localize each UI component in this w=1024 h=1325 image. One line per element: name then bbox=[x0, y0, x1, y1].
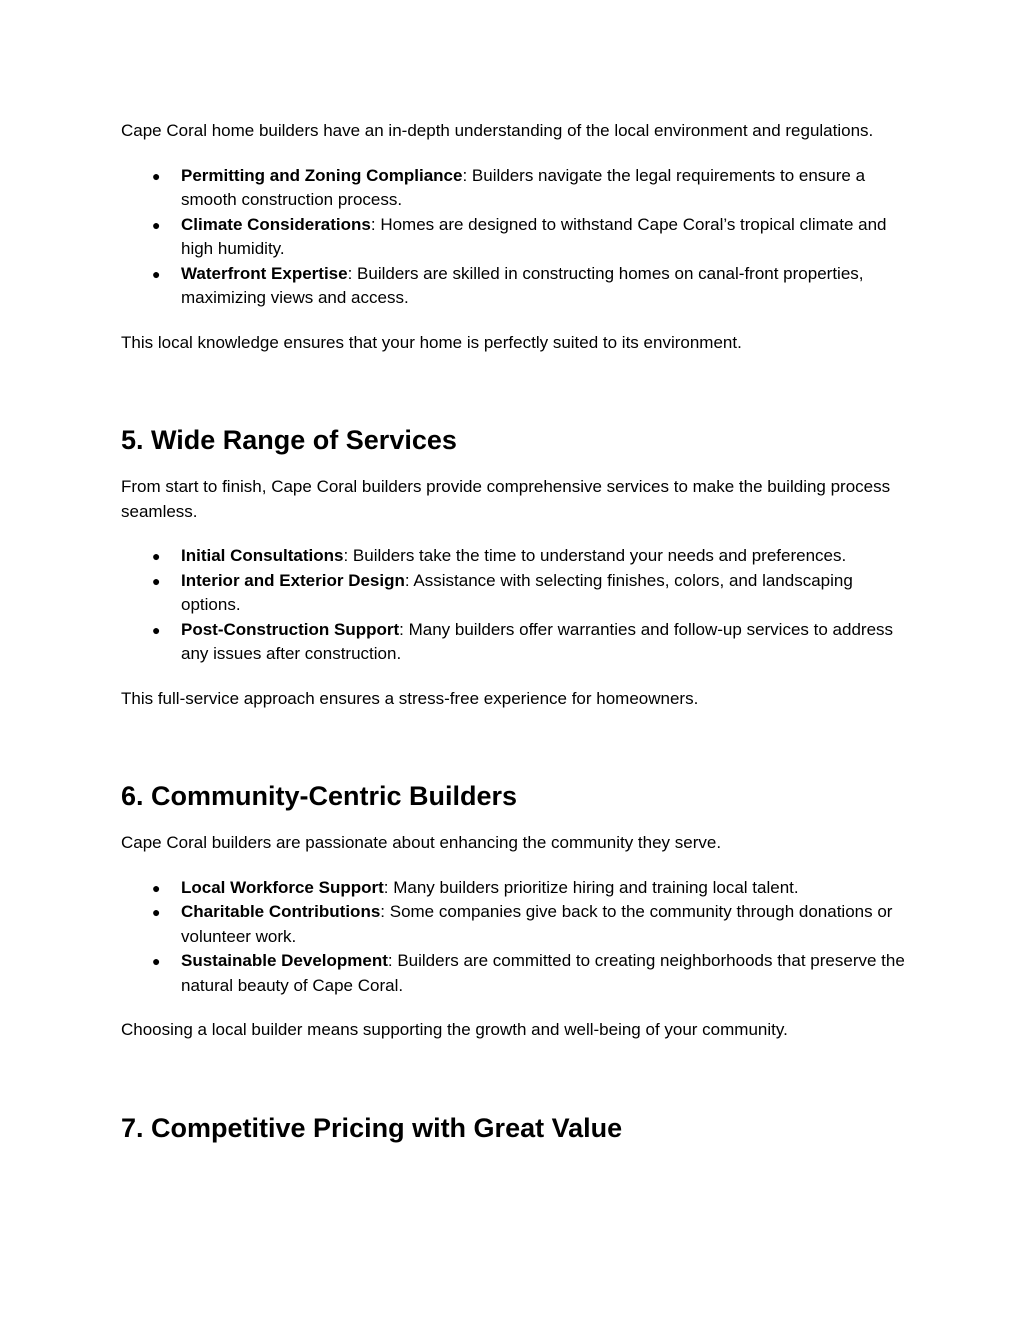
intro-bullet-list bbox=[121, 164, 911, 311]
section-5-bullet-list bbox=[121, 544, 911, 667]
list-item bbox=[121, 164, 911, 213]
list-item bbox=[121, 949, 911, 998]
section-6-heading: 6. Community-Centric Builders bbox=[121, 781, 518, 811]
bullet-term: Climate Considerations bbox=[181, 214, 371, 234]
bullet-term: Permitting and Zoning Compliance bbox=[181, 165, 463, 185]
bullet-icon: ● bbox=[152, 904, 161, 920]
bullet-description: : Builders are skilled in constructing homes on canal-front properties, maximizing views and access. bbox=[181, 263, 864, 307]
section-6-paragraph: Cape Coral builders are passionate about enhancing the community they serve. bbox=[121, 833, 722, 852]
bullet-term: Charitable Contributions bbox=[181, 902, 381, 921]
bullet-icon: ● bbox=[152, 953, 161, 969]
document-content bbox=[121, 119, 911, 1145]
list-item bbox=[121, 544, 911, 569]
bullet-icon: ● bbox=[152, 621, 161, 638]
section-5-heading: 5. Wide Range of Services bbox=[121, 425, 457, 455]
bullet-description: : Many builders prioritize hiring and training local talent. bbox=[383, 877, 799, 897]
bullet-term: Initial Consultations bbox=[181, 546, 344, 565]
section-5-paragraph: From start to finish, Cape Coral builders provide comprehensive services to make the building process seamless. bbox=[121, 477, 891, 521]
bullet-description: : Some companies give back to the community through donations or volunteer work. bbox=[181, 902, 893, 946]
list-item bbox=[121, 618, 911, 667]
bullet-term: Sustainable Development bbox=[181, 951, 388, 970]
intro-closing-paragraph: This local knowledge ensures that your home is perfectly suited to its environment. bbox=[121, 332, 742, 352]
intro-paragraph: Cape Coral home builders have an in-depth understanding of the local environment and regulations. bbox=[121, 121, 874, 140]
bullet-description: : Assistance with selecting finishes, colors, and landscaping options. bbox=[181, 570, 853, 614]
bullet-icon: ● bbox=[152, 572, 161, 589]
bullet-icon: ● bbox=[152, 265, 161, 282]
bullet-term: Waterfront Expertise bbox=[181, 263, 348, 283]
section-6-bullet-list bbox=[121, 876, 911, 999]
bullet-icon: ● bbox=[152, 879, 161, 896]
section-7-heading: 7. Competitive Pricing with Great Value bbox=[121, 1112, 623, 1143]
bullet-term: Local Workforce Support bbox=[181, 877, 384, 897]
section-6-closing-paragraph: Choosing a local builder means supporting the growth and well-being of your community. bbox=[121, 1020, 788, 1039]
bullet-description: : Builders navigate the legal requirements to ensure a smooth construction process. bbox=[181, 165, 866, 209]
list-item bbox=[121, 876, 911, 901]
section-5-closing-paragraph: This full-service approach ensures a stress-free experience for homeowners. bbox=[121, 688, 699, 708]
list-item bbox=[121, 569, 911, 618]
bullet-description: : Many builders offer warranties and follow-up services to address any issues after construction. bbox=[181, 619, 894, 663]
list-item bbox=[121, 900, 911, 949]
bullet-description: : Builders are committed to creating neighborhoods that preserve the natural beauty of Cape Coral. bbox=[181, 951, 905, 995]
list-item bbox=[121, 213, 911, 262]
bullet-description: : Homes are designed to withstand Cape Coral’s tropical climate and high humidity. bbox=[181, 214, 887, 258]
bullet-term: Post-Construction Support bbox=[181, 619, 400, 639]
bullet-icon: ● bbox=[152, 216, 161, 233]
bullet-icon: ● bbox=[152, 548, 161, 564]
bullet-icon: ● bbox=[152, 167, 161, 184]
bullet-description: : Builders take the time to understand your needs and preferences. bbox=[343, 546, 847, 565]
list-item bbox=[121, 262, 911, 311]
bullet-term: Interior and Exterior Design bbox=[181, 570, 405, 590]
